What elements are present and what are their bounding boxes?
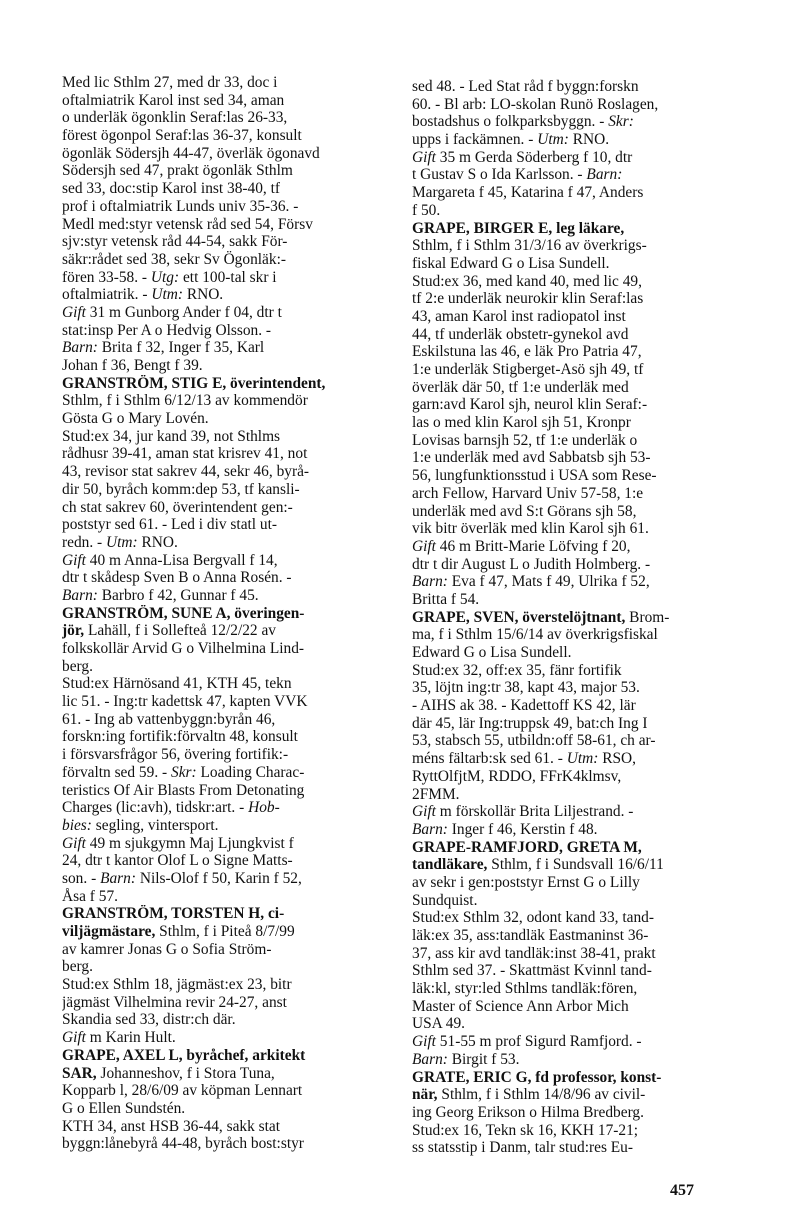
left-column-text-line: i försvarsfrågor 56, övering fortifik:- [62, 746, 289, 764]
right-column-text-line: Lovisas barnsjh 52, tf 1:e underläk o [412, 431, 638, 449]
right-column-text-line: GRATE, ERIC G, fd professor, konst- [412, 1068, 662, 1086]
left-column-text-line: lic 51. - Ing:tr kadettsk 47, kapten VVK [62, 693, 308, 711]
left-column-text-line: teristics Of Air Blasts From Detonating [62, 781, 305, 799]
right-column-text-line: 44, tf underläk obstetr-gynekol avd [412, 325, 629, 343]
left-column-text-line: Gift 31 m Gunborg Ander f 04, dtr t [62, 303, 282, 321]
right-column-text-line: upps i fackämnen. - Utm: RNO. [412, 131, 610, 149]
left-column-text-line: Gift 40 m Anna-Lisa Bergvall f 14, [62, 551, 278, 569]
left-column-text-line: oftalmiatrik. - Utm: RNO. [62, 286, 224, 304]
left-column-text-line: förest ögonpol Seraf:las 36-37, konsult [62, 127, 302, 145]
right-column-text-line: Gift m förskollär Brita Liljestrand. - [412, 803, 634, 821]
left-column-text-line: av kamrer Jonas G o Sofia Ström- [62, 940, 272, 958]
right-column-text-line: méns fältarb:sk sed 61. - Utm: RSO, [412, 750, 637, 768]
right-column-text-line: fiskal Edward G o Lisa Sundell. [412, 254, 610, 272]
left-column-text-line: Stud:ex Härnösand 41, KTH 45, tekn [62, 675, 292, 693]
right-column-text-line: 53, stabsch 55, utbildn:off 58-61, ch ar- [412, 732, 656, 750]
right-column-text-line: överläk där 50, tf 1:e underläk med [412, 378, 629, 396]
left-column-text-line: Gift m Karin Hult. [62, 1029, 176, 1047]
left-column-text-line: Med lic Sthlm 27, med dr 33, doc i [62, 74, 278, 91]
left-column-text-line: berg. [62, 958, 93, 976]
right-column-text-line: 60. - Bl arb: LO-skolan Runö Roslagen, [412, 95, 659, 113]
right-column-text-line: dtr t dir August L o Judith Holmberg. - [412, 555, 651, 573]
left-column-text-line: oftalmiatrik Karol inst sed 34, aman [62, 91, 285, 109]
left-column-text-line: ch stat sakrev 60, överintendent gen:- [62, 498, 293, 516]
right-column-text-line: garn:avd Karol sjh, neurol klin Seraf:- [412, 396, 648, 414]
right-column-text-line: Eskilstuna las 46, e läk Pro Patria 47, [412, 343, 642, 361]
right-column-text-line: las o med klin Karol sjh 51, Kronpr [412, 414, 631, 432]
left-column-text-line: Charges (lic:avh), tidskr:art. - Hob- [62, 799, 280, 817]
right-column-text-line: 1:e underläk med avd Sabbatsb sjh 53- [412, 449, 651, 467]
left-column-text-line: byggn:lånebyrå 44-48, byråch bost:styr [62, 1135, 304, 1153]
right-column-text-line: - AIHS ak 38. - Kadettoff KS 42, lär [412, 697, 636, 715]
right-column-text-line: ma, f i Sthlm 15/6/14 av överkrigsfiskal [412, 626, 658, 644]
right-column-text-line: vik bitr överläk med klin Karol sjh 61. [412, 520, 649, 538]
left-column-text-line: Johan f 36, Bengt f 39. [62, 357, 203, 374]
right-column-text-line: 35, löjtn ing:tr 38, kapt 43, major 53. [412, 679, 640, 697]
left-column-text-line: GRANSTRÖM, SUNE A, överingen- [62, 604, 305, 622]
right-column-text-line: sed 48. - Led Stat råd f byggn:forskn [412, 78, 639, 95]
right-column-text-line: t Gustav S o Ida Karlsson. - Barn: [412, 166, 623, 184]
left-column-text-line: Stud:ex 34, jur kand 39, not Sthlms [62, 427, 281, 445]
right-column [412, 78, 742, 1157]
right-column-text-line: ing Georg Erikson o Hilma Bredberg. [412, 1103, 644, 1121]
left-column-text-line: ögonläk Södersjh 44-47, överläk ögonavd [62, 144, 320, 162]
left-column-text-line: 61. - Ing ab vattenbyggn:byrån 46, [62, 710, 276, 728]
right-column-text-line: bostadshus o folkparksbyggn. - Skr: [412, 113, 634, 131]
right-column-text-line: Gift 51-55 m prof Sigurd Ramfjord. - [412, 1033, 642, 1051]
right-column-text-line: Barn: Eva f 47, Mats f 49, Ulrika f 52, [412, 573, 650, 591]
left-column-text-line: poststyr sed 61. - Led i div statl ut- [62, 516, 278, 534]
right-column-text-line: USA 49. [412, 1015, 466, 1033]
right-column-text-line: 1:e underläk Stigberget-Asö sjh 49, tf [412, 361, 644, 378]
right-column-text-line: ss statsstip i Danm, talr stud:res Eu- [412, 1139, 634, 1157]
left-column-text-line: Stud:ex Sthlm 18, jägmäst:ex 23, bitr [62, 976, 292, 994]
right-column-text-line: 2FMM. [412, 785, 460, 803]
left-column [62, 74, 392, 1153]
right-column-text-line: f 50. [412, 201, 441, 219]
right-column-text-line: GRAPE, SVEN, överstelöjtnant, Brom- [412, 608, 670, 626]
left-column-text-line: Barn: Barbro f 42, Gunnar f 45. [62, 586, 259, 604]
left-column-text-line: rådhusr 39-41, aman stat krisrev 41, not [62, 445, 308, 463]
left-column-text-line: redn. - Utm: RNO. [62, 533, 178, 551]
left-column-text-line: fören 33-58. - Utg: ett 100-tal skr i [62, 268, 277, 286]
left-column-text-line: folkskollär Arvid G o Vilhelmina Lind- [62, 640, 305, 657]
right-column-text-line: av sekr i gen:poststyr Ernst G o Lilly [412, 873, 640, 891]
left-column-text-line: sjv:styr vetensk råd 44-54, sakk För- [62, 233, 288, 251]
left-column-text-line: Södersjh sed 47, prakt ögonläk Sthlm [62, 162, 293, 180]
right-column-text-line: Stud:ex 36, med kand 40, med lic 49, [412, 272, 642, 290]
left-column-text-line: GRANSTRÖM, TORSTEN H, ci- [62, 905, 285, 923]
left-column-text-line: förvaltn sed 59. - Skr: Loading Charac- [62, 763, 305, 781]
left-column-text-line: Sthlm, f i Sthlm 6/12/13 av kommendör [62, 392, 308, 410]
right-column-text-line: Stud:ex 16, Tekn sk 16, KKH 17-21; [412, 1121, 639, 1139]
left-column-text-line: Medl med:styr vetensk råd sed 54, Försv [62, 215, 313, 233]
right-column-text-line: när, Sthlm, f i Sthlm 14/8/96 av civil- [412, 1086, 646, 1104]
right-column-text-line: tandläkare, Sthlm, f i Sundsvall 16/6/11 [412, 856, 664, 874]
left-column-text-line: Gift 49 m sjukgymn Maj Ljungkvist f [62, 834, 294, 852]
right-column-text-line: Britta f 54. [412, 590, 480, 608]
page-number: 457 [670, 1182, 694, 1199]
right-column-text-line: Sthlm sed 37. - Skattmäst Kvinnl tand- [412, 962, 652, 980]
left-column-text-line: 24, dtr t kantor Olof L o Signe Matts- [62, 852, 293, 870]
right-column-text-line: underläk med avd S:t Görans sjh 58, [412, 502, 637, 520]
left-column-text-line: forskn:ing fortifik:förvaltn 48, konsult [62, 728, 298, 746]
left-column-text-line: sed 33, doc:stip Karol inst 38-40, tf [62, 180, 281, 198]
left-column-text-line: 43, revisor stat sakrev 44, sekr 46, byrå- [62, 463, 310, 481]
left-column-text-line: GRAPE, AXEL L, byråchef, arkitekt [62, 1046, 306, 1064]
right-column-text-line: Barn: Inger f 46, Kerstin f 48. [412, 820, 598, 838]
right-column-text-line: Barn: Birgit f 53. [412, 1050, 520, 1068]
left-column-text-line: G o Ellen Sundstén. [62, 1099, 186, 1117]
right-column-text-line: Stud:ex Sthlm 32, odont kand 33, tand- [412, 909, 654, 927]
right-column-text-line: 37, ass kir avd tandläk:inst 38-41, prakt [412, 944, 656, 962]
right-column-text-line: arch Fellow, Harvard Univ 57-58, 1:e [412, 484, 644, 502]
right-column-text-line: läk:ex 35, ass:tandläk Eastmaninst 36- [412, 927, 649, 944]
left-column-text-line: Gösta G o Mary Lovén. [62, 410, 209, 428]
left-column-text-line: säkr:rådet sed 38, sekr Sv Ögonläk:- [62, 250, 286, 268]
right-column-text-line: Stud:ex 32, off:ex 35, fänr fortifik [412, 661, 622, 679]
left-column-text-line: prof i oftalmiatrik Lunds univ 35-36. - [62, 197, 299, 215]
right-column-text-line: tf 2:e underläk neurokir klin Seraf:las [412, 290, 644, 308]
left-column-text-line: o underläk ögonklin Seraf:las 26-33, [62, 109, 288, 127]
left-column-text-line: jägmäst Vilhelmina revir 24-27, anst [62, 993, 287, 1011]
right-column-text-line: Edward G o Lisa Sundell. [412, 644, 572, 661]
left-column-text-line: jör, Lahäll, f i Sollefteå 12/2/22 av [62, 622, 276, 640]
left-column-text-line: dir 50, byråch komm:dep 53, tf kansli- [62, 480, 300, 498]
left-column-text-line: stat:insp Per A o Hedvig Olsson. - [62, 321, 272, 339]
right-column-text-line: Master of Science Ann Arbor Mich [412, 997, 629, 1015]
right-column-text-line: GRAPE-RAMFJORD, GRETA M, [412, 838, 642, 856]
left-column-text-line: KTH 34, anst HSB 36-44, sakk stat [62, 1117, 281, 1135]
right-column-text-line: 56, lungfunktionsstud i USA som Rese- [412, 467, 657, 485]
left-column-text-line: dtr t skådesp Sven B o Anna Rosén. - [62, 569, 292, 587]
right-column-text-line: Margareta f 45, Katarina f 47, Anders [412, 184, 644, 202]
right-column-text-line: Gift 35 m Gerda Söderberg f 10, dtr [412, 148, 633, 166]
left-column-text-line: GRANSTRÖM, STIG E, överintendent, [62, 374, 326, 392]
right-column-text-line: Sthlm, f i Sthlm 31/3/16 av överkrigs- [412, 237, 647, 255]
left-column-text-line: viljägmästare, Sthlm, f i Piteå 8/7/99 [62, 923, 295, 940]
right-column-text-line: läk:kl, styr:led Sthlms tandläk:fören, [412, 980, 638, 998]
right-column-text-line: där 45, lär Ing:truppsk 49, bat:ch Ing I [412, 714, 648, 732]
left-column-text-line: bies: segling, vintersport. [62, 816, 219, 834]
left-column-text-line: son. - Barn: Nils-Olof f 50, Karin f 52, [62, 869, 302, 887]
left-column-text-line: Kopparb l, 28/6/09 av köpman Lennart [62, 1082, 303, 1100]
right-column-text-line: 43, aman Karol inst radiopatol inst [412, 307, 626, 325]
left-column-text-line: berg. [62, 657, 93, 675]
right-column-text-line: RyttOlfjtM, RDDO, FFrK4klmsv, [412, 767, 622, 785]
right-column-text-line: Gift 46 m Britt-Marie Löfving f 20, [412, 537, 631, 555]
left-column-text-line: Åsa f 57. [62, 887, 118, 905]
left-column-text-line: Barn: Brita f 32, Inger f 35, Karl [62, 339, 265, 357]
right-column-text-line: GRAPE, BIRGER E, leg läkare, [412, 219, 625, 237]
left-column-text-line: Skandia sed 33, distr:ch där. [62, 1011, 236, 1029]
right-column-text-line: Sundquist. [412, 891, 478, 909]
left-column-text-line: SAR, Johanneshov, f i Stora Tuna, [62, 1064, 275, 1082]
